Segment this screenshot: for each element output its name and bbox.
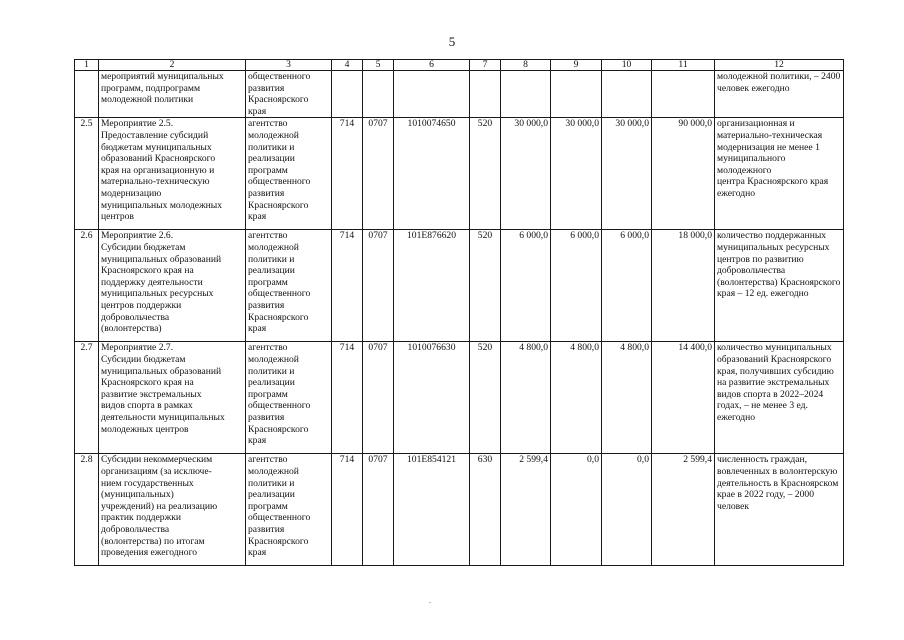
table-row (75, 230, 844, 342)
amount-2022: 2 599,4 (501, 454, 551, 566)
column-header: 6 (394, 60, 470, 71)
table-row (75, 118, 844, 230)
column-header: 12 (715, 60, 844, 71)
grbs-code: 714 (332, 118, 363, 230)
amount-2022: 6 000,0 (501, 230, 551, 342)
rzpr-code: 0707 (363, 454, 394, 566)
row-number: 2.8 (75, 454, 99, 566)
amount-2024: 4 800,0 (602, 342, 652, 454)
amount-2023: 6 000,0 (551, 230, 602, 342)
column-header: 11 (652, 60, 715, 71)
table-row (75, 71, 844, 118)
csr-code: 101E876620 (394, 230, 470, 342)
column-header: 3 (246, 60, 332, 71)
csr-code: 101E854121 (394, 454, 470, 566)
amount-2023: 4 800,0 (551, 342, 602, 454)
grbs-code: 714 (332, 230, 363, 342)
csr-code: 1010074650 (394, 118, 470, 230)
activity-name: Мероприятие 2.6. Субсидии бюджетам муниципальных образований Красноярского края на поддержку деятельности муниципальных ресурсных центров поддержки добровольчества (волонтерства) (99, 230, 246, 342)
vr-code: 520 (470, 230, 501, 342)
column-header: 4 (332, 60, 363, 71)
amount-total: 2 599,4 (652, 454, 715, 566)
executor: общественного развития Красноярского края (246, 71, 332, 118)
amount-total: 14 400,0 (652, 342, 715, 454)
amount-2024 (602, 71, 652, 118)
executor: агентство молодежной политики и реализации программ общественного развития Красноярского края (246, 118, 332, 230)
table-header-row (75, 60, 844, 71)
amount-2024: 6 000,0 (602, 230, 652, 342)
vr-code: 520 (470, 342, 501, 454)
amount-total: 90 000,0 (652, 118, 715, 230)
row-number (75, 71, 99, 118)
amount-2024: 0,0 (602, 454, 652, 566)
column-header: 1 (75, 60, 99, 71)
executor: агентство молодежной политики и реализации программ общественного развития Красноярского края (246, 342, 332, 454)
column-header: 10 (602, 60, 652, 71)
activity-name: Субсидии некоммерческим организациям (за исключе- нием государственных (муниципальных) учреждений) на реализацию практик поддержки добровольчества (волонтерства) по итогам проведения ежегодного (99, 454, 246, 566)
activity-name: Мероприятие 2.7. Субсидии бюджетам муниципальных образований Красноярского края на развитие экстремальных видов спорта в рамках деятельности муниципальных молодежных центров (99, 342, 246, 454)
activity-name: мероприятий муниципальных программ, подпрограмм молодежной политики (99, 71, 246, 118)
budget-activities-table (74, 59, 844, 566)
expected-result: численность граждан, вовлеченных в волонтерскую деятельность в Красноярском крае в 2022 году, – 2000 человек (715, 454, 844, 566)
grbs-code: 714 (332, 454, 363, 566)
page-number: 5 (448, 34, 456, 49)
vr-code: 630 (470, 454, 501, 566)
row-number: 2.6 (75, 230, 99, 342)
table-row (75, 342, 844, 454)
amount-2022: 4 800,0 (501, 342, 551, 454)
scan-speck (429, 602, 431, 603)
csr-code: 1010076630 (394, 342, 470, 454)
activity-name: Мероприятие 2.5. Предоставление субсидий бюджетам муниципальных образований Красноярского края на организационную и материально-техническую модернизацию муниципальных молодежных центров (99, 118, 246, 230)
amount-total: 18 000,0 (652, 230, 715, 342)
expected-result: организационная и материально-техническая модернизация не менее 1 муниципального молодежного центра Красноярского края ежегодно (715, 118, 844, 230)
column-header: 5 (363, 60, 394, 71)
grbs-code (332, 71, 363, 118)
amount-2023 (551, 71, 602, 118)
row-number: 2.7 (75, 342, 99, 454)
column-header: 9 (551, 60, 602, 71)
rzpr-code: 0707 (363, 118, 394, 230)
amount-2022 (501, 71, 551, 118)
row-number: 2.5 (75, 118, 99, 230)
column-header: 8 (501, 60, 551, 71)
expected-result: количество муниципальных образований Красноярского края, получивших субсидию на развитие экстремальных видов спорта в 2022–2024 годах, – не менее 3 ед. ежегодно (715, 342, 844, 454)
grbs-code: 714 (332, 342, 363, 454)
rzpr-code (363, 71, 394, 118)
amount-total (652, 71, 715, 118)
amount-2023: 30 000,0 (551, 118, 602, 230)
rzpr-code: 0707 (363, 230, 394, 342)
vr-code: 520 (470, 118, 501, 230)
expected-result: количество поддержанных муниципальных ресурсных центров по развитию добровольчества (волонтерства) Красноярского края – 12 ед. ежегодно (715, 230, 844, 342)
vr-code (470, 71, 501, 118)
expected-result: молодежной политики, – 2400 человек ежегодно (715, 71, 844, 118)
column-header: 2 (99, 60, 246, 71)
rzpr-code: 0707 (363, 342, 394, 454)
amount-2022: 30 000,0 (501, 118, 551, 230)
amount-2023: 0,0 (551, 454, 602, 566)
table-row (75, 454, 844, 566)
csr-code (394, 71, 470, 118)
column-header: 7 (470, 60, 501, 71)
executor: агентство молодежной политики и реализации программ общественного развития Красноярского края (246, 454, 332, 566)
amount-2024: 30 000,0 (602, 118, 652, 230)
executor: агентство молодежной политики и реализации программ общественного развития Красноярского края (246, 230, 332, 342)
